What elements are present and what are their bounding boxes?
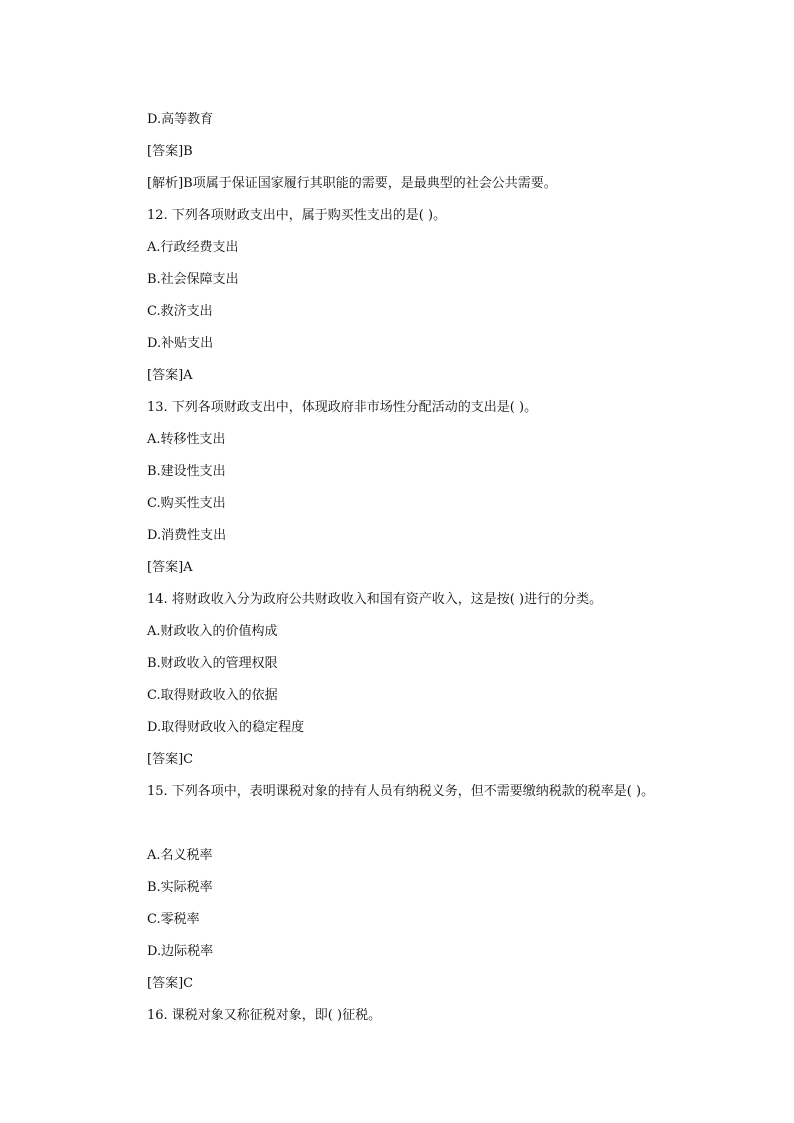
option-a-q15: A.名义税率: [147, 848, 213, 863]
option-c-q14: C.取得财政收入的依据: [147, 688, 278, 703]
answer-q15: [答案]C: [147, 976, 194, 991]
answer-q14: [答案]C: [147, 752, 194, 767]
answer-q13: [答案]A: [147, 560, 193, 575]
option-d-q13: D.消费性支出: [147, 528, 227, 543]
answer-q11: [答案]B: [147, 144, 193, 159]
analysis-q11: [解析]B项属于保证国家履行其职能的需要，是最典型的社会公共需要。: [147, 176, 557, 191]
option-b-q12: B.社会保障支出: [147, 272, 239, 287]
option-b-q13: B.建设性支出: [147, 464, 226, 479]
answer-q12: [答案]A: [147, 368, 193, 383]
option-d-q14: D.取得财政收入的稳定程度: [147, 720, 305, 735]
option-a-q14: A.财政收入的价值构成: [147, 624, 278, 639]
question-16: 16. 课税对象又称征税对象，即( )征税。: [147, 1008, 382, 1023]
option-a-q13: A.转移性支出: [147, 432, 226, 447]
option-c-q12: C.救济支出: [147, 304, 213, 319]
question-13: 13. 下列各项财政支出中，体现政府非市场性分配活动的支出是( )。: [147, 400, 538, 415]
option-d-q11: D.高等教育: [147, 112, 214, 127]
option-b-q14: B.财政收入的管理权限: [147, 656, 278, 671]
question-15: 15. 下列各项中，表明课税对象的持有人员有纳税义务，但不需要缴纳税款的税率是( )。: [147, 784, 655, 799]
option-b-q15: B.实际税率: [147, 880, 213, 895]
option-d-q15: D.边际税率: [147, 944, 214, 959]
option-a-q12: A.行政经费支出: [147, 240, 239, 255]
option-c-q15: C.零税率: [147, 912, 200, 927]
question-14: 14. 将财政收入分为政府公共财政收入和国有资产收入，这是按( )进行的分类。: [147, 592, 603, 607]
question-12: 12. 下列各项财政支出中，属于购买性支出的是( )。: [147, 208, 447, 223]
option-d-q12: D.补贴支出: [147, 336, 214, 351]
option-c-q13: C.购买性支出: [147, 496, 226, 511]
